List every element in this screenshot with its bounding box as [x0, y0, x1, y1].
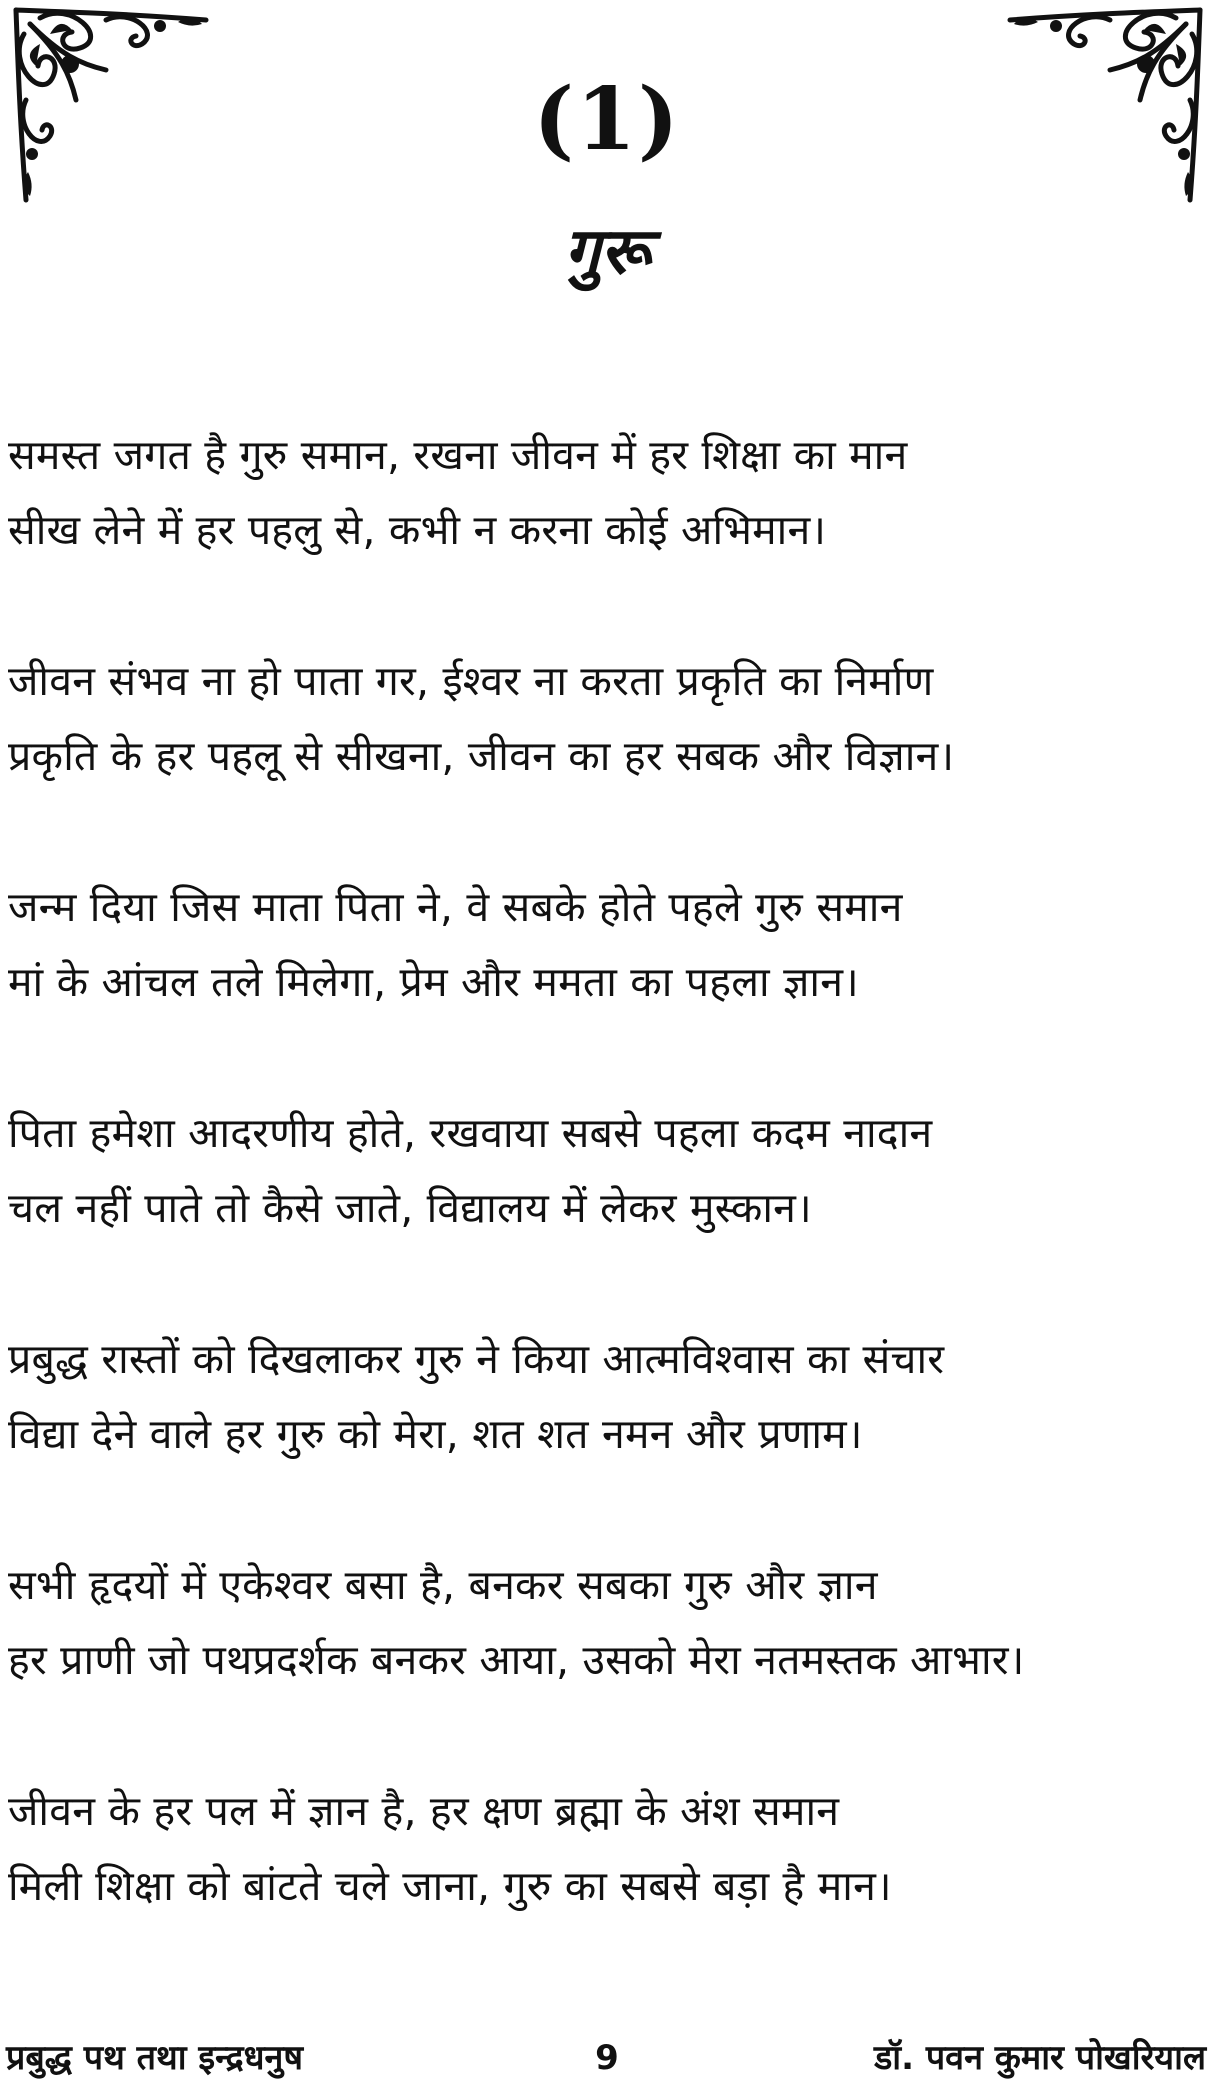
stanza-7 [8, 1774, 1208, 2000]
poem-number: (1) [533, 69, 681, 170]
poem-line: चल नहीं पाते तो कैसे जाते, विद्यालय में लेकर मुस्कान। [8, 1184, 812, 1232]
stanza-1 [8, 418, 1208, 644]
page-number: 9 [595, 2038, 619, 2078]
poem-line: विद्या देने वाले हर गुरु को मेरा, शत शत नमन और प्रणाम। [8, 1410, 863, 1458]
poem-line: मां के आंचल तले मिलेगा, प्रेम और ममता का पहला ज्ञान। [8, 958, 859, 1006]
poem-line: जीवन संभव ना हो पाता गर, ईश्वर ना करता प्रकृति का निर्माण [8, 657, 934, 705]
stanza-2 [8, 644, 1208, 870]
poem-line: जन्म दिया जिस माता पिता ने, वे सबके होते पहले गुरु समान [8, 883, 903, 931]
poem-body [8, 418, 1208, 2000]
page-footer [0, 2030, 1214, 2086]
poem-line: हर प्राणी जो पथप्रदर्शक बनकर आया, उसको मेरा नतमस्तक आभार। [8, 1636, 1025, 1684]
stanza-6 [8, 1548, 1208, 1774]
poem-line: मिली शिक्षा को बांटते चले जाना, गुरु का सबसे बड़ा है मान। [8, 1862, 892, 1910]
author-name: डॉ. पवन कुमार पोखरियाल [874, 2038, 1206, 2078]
poem-line: पिता हमेशा आदरणीय होते, रखवाया सबसे पहला कदम नादान [8, 1109, 933, 1157]
poem-line: प्रबुद्ध रास्तों को दिखलाकर गुरु ने किया आत्मविश्वास का संचार [8, 1335, 945, 1383]
poem-line: सभी हृदयों में एकेश्वर बसा है, बनकर सबका गुरु और ज्ञान [8, 1561, 878, 1609]
stanza-5 [8, 1322, 1208, 1548]
stanza-3 [8, 870, 1208, 1096]
poem-line: प्रकृति के हर पहलू से सीखना, जीवन का हर सबक और विज्ञान। [8, 732, 955, 780]
stanza-4 [8, 1096, 1208, 1322]
book-title: प्रबुद्ध पथ तथा इन्द्रधनुष [6, 2038, 304, 2078]
poem-line: सीख लेने में हर पहलु से, कभी न करना कोई अभिमान। [8, 506, 827, 554]
poem-line: जीवन के हर पल में ज्ञान है, हर क्षण ब्रह्मा के अंश समान [8, 1787, 840, 1835]
poem-title: गुरू [564, 215, 650, 289]
poem-line: समस्त जगत है गुरु समान, रखना जीवन में हर शिक्षा का मान [8, 431, 908, 479]
